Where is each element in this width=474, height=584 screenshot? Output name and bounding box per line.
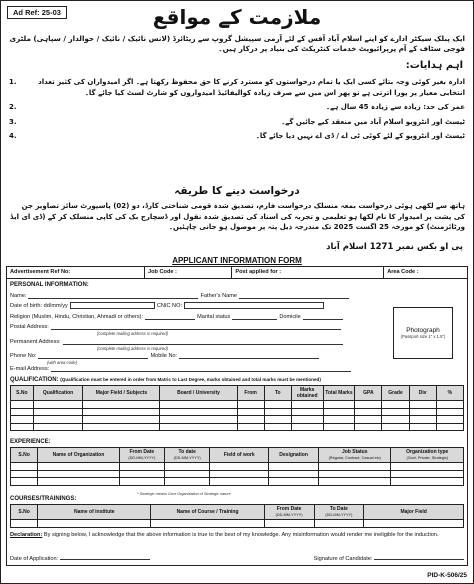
instruction-text: عمر کی حد: زیادہ سے زیادہ 45 سال ہے۔ xyxy=(326,103,465,111)
courses-table xyxy=(10,504,464,528)
phone-label: Phone No: xyxy=(10,353,37,359)
table-header-row xyxy=(11,448,464,463)
email-label: E-mail Address: xyxy=(10,366,50,372)
table-row[interactable] xyxy=(11,463,464,471)
permanent-hint: (complete mailing address is required) xyxy=(97,346,168,351)
qualification-title: QUALIFICATION: xyxy=(10,377,59,383)
photo-label: Photograph xyxy=(406,327,440,334)
name-input[interactable] xyxy=(28,292,198,299)
table-row[interactable] xyxy=(11,416,464,424)
religion-label: Religion (Muslim, Hindu, Christian, Ahmadi or others): xyxy=(10,314,144,320)
column-header: Qualification xyxy=(33,386,83,401)
column-header xyxy=(119,448,164,463)
area-code-hint: (with area code) xyxy=(47,360,78,365)
instruction-item xyxy=(9,102,465,113)
dob-input[interactable] xyxy=(70,302,155,309)
signature-row xyxy=(10,553,464,562)
column-header: To xyxy=(264,386,291,401)
permanent-label: Permanent Address: xyxy=(10,339,61,345)
column-header: Name of Course / Training xyxy=(151,505,264,520)
column-header: S.No xyxy=(11,505,38,520)
po-box-address: پی او بکس نمبر 1271 اسلام آباد xyxy=(326,242,463,252)
postal-label: Postal Address: xyxy=(10,324,49,330)
instruction-number: 1. xyxy=(9,78,17,86)
cnic-label: CNIC NO: xyxy=(156,303,182,309)
column-header: Major Field / Subjects xyxy=(83,386,160,401)
postal-row xyxy=(10,321,341,330)
form-meta-row xyxy=(7,267,467,279)
candidate-signature-group xyxy=(314,553,464,562)
job-status-hint: (Regular, Contract, Casual etc) xyxy=(328,456,381,460)
signature-label: Signature of Candidate: xyxy=(313,556,373,562)
column-header: Grade xyxy=(382,386,409,401)
column-header: Marks obtained xyxy=(291,386,323,401)
religion-row xyxy=(10,311,343,320)
post-applied-field[interactable]: Post applied for : xyxy=(232,267,384,278)
table-row[interactable] xyxy=(11,408,464,416)
date-format-hint: (DD-MM-YYYY) xyxy=(275,513,303,517)
photograph-box[interactable] xyxy=(393,307,453,359)
org-type-label: Organization type xyxy=(406,449,449,455)
method-title: درخواست دینے کا طریقہ xyxy=(174,185,300,197)
org-type-hint: (Govt, Private, Strategic) xyxy=(406,456,449,460)
experience-table xyxy=(10,447,464,486)
column-header xyxy=(165,448,210,463)
applicant-form xyxy=(6,266,468,566)
marital-label: Marital status xyxy=(197,314,231,320)
column-header: GPA xyxy=(355,386,382,401)
date-format-hint: (DD-MM-YYYY) xyxy=(128,456,156,460)
column-header xyxy=(391,448,464,463)
instruction-item xyxy=(9,77,465,98)
column-header: Major Field xyxy=(364,505,464,520)
name-row xyxy=(10,290,349,299)
table-row[interactable] xyxy=(11,423,464,431)
column-header xyxy=(319,448,391,463)
courses-heading: COURSES/TRAININGS: xyxy=(10,496,77,502)
advert-ref-field[interactable]: Advertisement Ref No: xyxy=(7,267,145,278)
instruction-text: ٹیسٹ اور انٹرویو کے لئے کوئی ٹی اے / ڈی اے نہیں دیا جائے گا۔ xyxy=(255,132,465,140)
column-header: Field of work xyxy=(210,448,269,463)
instruction-item xyxy=(9,131,465,142)
column-header: Board / University xyxy=(160,386,237,401)
instructions-heading: اہم ہدایات: xyxy=(405,60,463,71)
column-header: S.No xyxy=(11,448,38,463)
qualification-note: (Qualification must be entered in order from Matric to Last Degree, marks obtained and total marks must be mentioned) xyxy=(60,377,321,382)
ad-reference: Ad Ref: 25-03 xyxy=(7,6,67,19)
job-status-label: Job Status xyxy=(341,449,368,455)
column-header: Total Marks xyxy=(323,386,355,401)
column-header: Name of institute xyxy=(38,505,151,520)
form-title: APPLICANT INFORMATION FORM xyxy=(172,256,302,265)
cnic-input[interactable] xyxy=(184,302,324,309)
postal-hint: (complete mailing address is required) xyxy=(97,331,168,336)
column-header: Div xyxy=(409,386,436,401)
instruction-text: ٹیسٹ اور انٹرویو اسلام آباد میں منعقد کیے جائیں گے۔ xyxy=(281,117,465,126)
date-format-hint: (DD-MM-YYYY) xyxy=(325,513,353,517)
religion-input[interactable] xyxy=(145,313,195,320)
instruction-number: 4. xyxy=(9,132,17,140)
column-header xyxy=(264,505,314,520)
father-name-input[interactable] xyxy=(239,292,349,299)
from-date-label: From Date xyxy=(276,506,302,512)
urdu-title: ملازمت کے مواقع xyxy=(152,5,322,29)
urdu-intro: ایک پبلک سیکٹر ادارے کو اپنے اسلام آباد آفس کے لئے آرمی سپیشل گروپ سے ریٹائرڈ (لانس نائیک / نائیک / حوالدار / سپاہی) ملٹری فوجی سٹاف کے آم پرپرائیویٹ خدمات کنٹریکٹ کی بنیاد پر درکار ہیں۔ xyxy=(9,34,465,53)
declaration-label: Declaration: xyxy=(10,532,43,538)
date-format-hint: (DD-MM-YYYY) xyxy=(173,456,201,460)
declaration-text: By signing below, I acknowledge that the above information is true to the best of my knowledge. Any misinformation would render me ineligible for the induction. xyxy=(43,532,439,538)
strategic-note: * Strategic means Govt Organization of Strategic nature xyxy=(137,492,231,496)
instructions-list xyxy=(9,77,465,146)
table-row[interactable] xyxy=(11,520,464,528)
mobile-input[interactable] xyxy=(179,352,319,359)
table-row[interactable] xyxy=(11,470,464,478)
name-label: Name: xyxy=(10,293,27,299)
column-header: % xyxy=(436,386,463,401)
column-header: Designation xyxy=(269,448,319,463)
column-header: S.No xyxy=(11,386,34,401)
marital-input[interactable] xyxy=(232,313,277,320)
instruction-item xyxy=(9,117,465,128)
experience-heading: EXPERIENCE: xyxy=(10,439,51,445)
job-code-field[interactable]: Job Code : xyxy=(145,267,232,278)
application-date-input[interactable] xyxy=(60,553,150,560)
table-header-row xyxy=(11,386,464,401)
table-row[interactable] xyxy=(11,478,464,486)
method-text: ہاتھ سے لکھی ہوئی درخواست بمعہ منسلک درخواست فارم، تصدیق شدہ قومی شناختی کارڈ، دو (02) پاسپورٹ سائز تصاویر جن کی پشت پر امیدوار کا نام لکھا ہو تعلیمی و تجربہ کی اسناد کی تصدیق شدہ نقول اور ڈسچارج بک کی کاپی منسلک کر کے (ڈی ای ایڈ ورٹائزمنٹ) کو مورخہ 25 اگست 2025 تک مندرجہ ذیل پتہ پر موصول ہو جانی چاہئیں۔ xyxy=(10,202,465,231)
area-code-field[interactable]: Area Code : xyxy=(387,269,419,275)
father-name-label: Father's Name xyxy=(200,293,237,299)
permanent-row xyxy=(10,336,343,345)
application-date-group xyxy=(10,553,150,562)
email-row xyxy=(10,363,351,372)
application-date-label: Date of Application: xyxy=(10,556,59,562)
qualification-table xyxy=(10,385,464,431)
email-input[interactable] xyxy=(51,365,351,372)
mobile-label: Mobile No: xyxy=(150,353,178,359)
personal-info-heading: PERSONAL INFORMATION: xyxy=(10,282,89,288)
from-date-label: From Date xyxy=(129,449,155,455)
qualification-heading xyxy=(10,377,321,383)
table-header-row xyxy=(11,505,464,520)
column-header: From xyxy=(237,386,264,401)
declaration xyxy=(10,532,464,539)
instruction-number: 2. xyxy=(9,103,17,111)
instruction-text: ادارہ بغیر کوئی وجہ بتائے کسی ایک یا تمام درخواستوں کو مسترد کرنے کا حق محفوظ رکھتا ہے۔ اگر امیدواران کی کثیر تعداد انتخابی معیار پر پورا اترتی ہے تو پھر اس میں سے صرف زیادہ کوالیفائیڈ امیدواروں کو شارٹ لسٹ کیا جائے گا۔ xyxy=(38,78,465,97)
dob-row xyxy=(10,300,324,309)
domicile-label: Domicile xyxy=(279,314,301,320)
column-header xyxy=(314,505,364,520)
to-date-label: To date xyxy=(178,449,196,455)
domicile-input[interactable] xyxy=(303,313,343,320)
signature-input[interactable] xyxy=(374,553,464,560)
table-row[interactable] xyxy=(11,401,464,409)
column-header: Name of Organization xyxy=(38,448,120,463)
photo-hint: (Passport size 1" x 1.5") xyxy=(400,334,446,339)
postal-input[interactable] xyxy=(51,323,341,330)
dob-label: Date of birth: dd/mm/yy xyxy=(10,303,68,309)
to-date-label: To Date xyxy=(329,506,348,512)
instruction-number: 3. xyxy=(9,117,17,126)
pid-number: PID-K-506/25 xyxy=(427,572,467,579)
